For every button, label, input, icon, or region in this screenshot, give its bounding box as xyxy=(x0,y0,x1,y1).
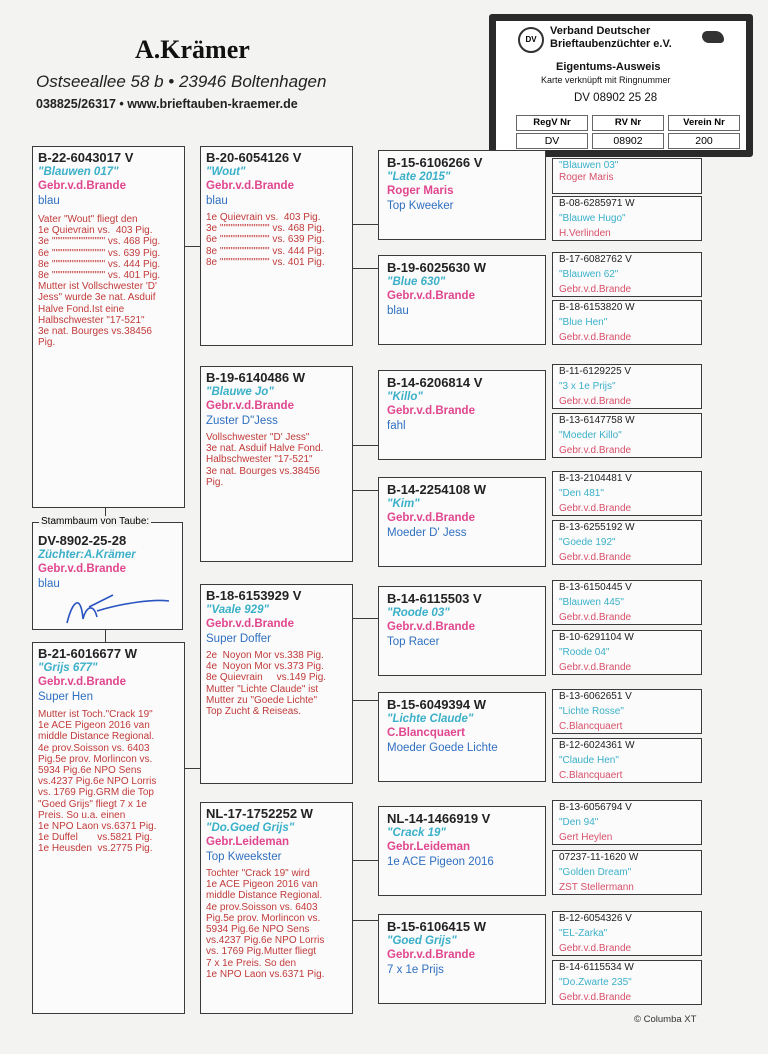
pigeon-breeder: Gebr.v.d.Brande xyxy=(206,180,294,192)
ggp-card-7 xyxy=(378,806,546,896)
pigeon-ring: B-12-6054326 V xyxy=(559,913,632,924)
card-col2-header: RV Nr xyxy=(592,115,664,131)
ggp-card-2 xyxy=(378,255,546,345)
connector xyxy=(352,224,378,225)
pigeon-ring: B-14-6206814 V xyxy=(387,375,483,390)
pigeon-ring: B-13-6150445 V xyxy=(559,582,632,593)
pigeon-color: Super Hen xyxy=(38,691,93,703)
pigeon-name: "Roode 03" xyxy=(387,607,450,619)
card-col2-value: 08902 xyxy=(592,133,664,149)
pigeon-breeder: C.Blancquaert xyxy=(559,721,623,732)
card-col3-header: Verein Nr xyxy=(668,115,740,131)
pigeon-breeder: Gebr.v.d.Brande xyxy=(387,621,475,633)
pigeon-info: 2e Noyon Mor vs.338 Pig. 4e Noyon Mor vs.373 Pig. 8e Quievrain vs.149 Pig. Mutter "Lichte Claude" ist Mutter zu "Goede Lichte" Top Zucht & Reiseas. xyxy=(206,650,327,718)
breeder-address: Ostseeallee 58 b • 23946 Boltenhagen xyxy=(36,72,327,91)
pigeon-name: "Blauwen 62" xyxy=(559,269,619,280)
pigeon-breeder: Gebr.v.d.Brande xyxy=(559,396,632,407)
gggp-card-14 xyxy=(552,850,702,895)
pigeon-logo xyxy=(702,31,724,43)
mother-card xyxy=(32,642,185,1014)
pigeon-ring: B-14-6115503 V xyxy=(387,591,482,606)
pigeon-breeder: Gebr.v.d.Brande xyxy=(206,618,294,630)
card-col1-value: DV xyxy=(516,133,588,149)
org-line2: Brieftaubenzüchter e.V. xyxy=(550,38,672,50)
connector xyxy=(352,268,378,269)
pigeon-breeder: Gebr.v.d.Brande xyxy=(559,552,632,563)
pigeon-ring: B-17-6082762 V xyxy=(559,254,632,265)
pigeon-breeder: Gebr.v.d.Brande xyxy=(559,445,632,456)
pigeon-breeder: Gebr.v.d.Brande xyxy=(559,992,632,1003)
ggp-card-6 xyxy=(378,692,546,782)
pigeon-name: "Kim" xyxy=(387,498,420,510)
pigeon-breeder: C.Blancquaert xyxy=(387,727,465,739)
subject-card xyxy=(32,516,183,630)
gggp-card-16 xyxy=(552,960,702,1005)
father-card xyxy=(32,146,185,508)
pigeon-ring: B-15-6106415 W xyxy=(387,919,486,934)
pigeon-name: "Goed Grijs" xyxy=(387,935,457,947)
pigeon-color: Super Doffer xyxy=(206,633,271,645)
pigeon-ring: B-15-6106266 V xyxy=(387,155,483,170)
pigeon-name: "Do.Goed Grijs" xyxy=(206,822,295,834)
pigeon-name: "Late 2015" xyxy=(387,171,451,183)
pigeon-breeder: Gebr.v.d.Brande xyxy=(387,290,475,302)
pigeon-name: "Den 481" xyxy=(559,488,604,499)
subject-breeder-label: Züchter:A.Krämer xyxy=(38,549,136,561)
gggp-card-10 xyxy=(552,630,702,675)
pigeon-breeder: ZST Stellermann xyxy=(559,882,634,893)
pigeon-ring: B-19-6140486 W xyxy=(206,370,305,385)
pigeon-color: blau xyxy=(387,305,409,317)
pigeon-color: 1e ACE Pigeon 2016 xyxy=(387,856,494,868)
pigeon-ring: B-13-6255192 W xyxy=(559,522,635,533)
pigeon-color: Top Racer xyxy=(387,636,440,648)
connector xyxy=(352,618,378,619)
pigeon-ring: NL-14-1466919 V xyxy=(387,811,491,826)
gggp-card-5 xyxy=(552,364,702,409)
pigeon-name: "Wout" xyxy=(206,166,246,178)
ggp-card-4 xyxy=(378,477,546,567)
pigeon-name: "Blauwe Hugo" xyxy=(559,213,626,224)
pigeon-ring: B-12-6024361 W xyxy=(559,740,635,751)
pigeon-breeder: Gebr.v.d.Brande xyxy=(387,512,475,524)
pigeon-name: "EL-Zarka" xyxy=(559,928,608,939)
pigeon-name: "Vaale 929" xyxy=(206,604,269,616)
gggp-card-9 xyxy=(552,580,702,625)
ggp-card-3 xyxy=(378,370,546,460)
subject-breeder: Gebr.v.d.Brande xyxy=(38,563,126,575)
pigeon-ring: B-13-6056794 V xyxy=(559,802,632,813)
pigeon-name: "Roode 04" xyxy=(559,647,610,658)
pigeon-ring: B-08-6285971 W xyxy=(559,198,635,209)
pigeon-ring: B-13-6062651 V xyxy=(559,691,632,702)
ggp-card-8 xyxy=(378,914,546,1004)
subject-ring: DV-8902-25-28 xyxy=(38,533,127,548)
connector xyxy=(352,490,378,491)
pigeon-color: Moeder D' Jess xyxy=(387,527,467,539)
pigeon-breeder: Gebr.v.d.Brande xyxy=(38,180,126,192)
pigeon-name: "Crack 19" xyxy=(387,827,446,839)
pigeon-ring: 07237-11-1620 W xyxy=(559,852,639,863)
pigeon-breeder: Gebr.v.d.Brande xyxy=(559,284,632,295)
pigeon-info: Tochter "Crack 19" wird 1e ACE Pigeon 2016 van middle Distance Regional. 4e prov.Soisson vs. 6403 Pig.5e prov. Morlincon vs. 5934 Pig.6e NPO Sens vs.4237 Pig.6e NPO Lorris vs. 1769 Pig.Mutter fliegt 7 x 1e Preis. So den 1e NPO Laon vs.6371 Pig. xyxy=(206,868,325,980)
pigeon-name: "Golden Dream" xyxy=(559,867,632,878)
pigeon-ring: B-15-6049394 W xyxy=(387,697,486,712)
pigeon-breeder: Gebr.v.d.Brande xyxy=(206,400,294,412)
pigeon-name: "3 x 1e Prijs" xyxy=(559,381,616,392)
pigeon-ring: B-10-6291104 W xyxy=(559,632,634,643)
subject-color: blau xyxy=(38,578,60,590)
pigeon-breeder: Gebr.v.d.Brande xyxy=(559,332,632,343)
pigeon-ring: NL-17-1752252 W xyxy=(206,806,313,821)
pigeon-name: "Blauwen 03" xyxy=(559,160,619,171)
pigeon-breeder: Gebr.v.d.Brande xyxy=(559,503,632,514)
pigeon-name: "Grijs 677" xyxy=(38,662,98,674)
gggp-card-3 xyxy=(552,252,702,297)
connector xyxy=(184,246,200,247)
breeder-contact: 038825/26317 • www.brieftauben-kraemer.de xyxy=(36,97,298,111)
pigeon-ring: B-18-6153929 V xyxy=(206,588,302,603)
pigeon-breeder: Gebr.v.d.Brande xyxy=(559,612,632,623)
gggp-card-4 xyxy=(552,300,702,345)
signature-icon xyxy=(53,589,173,629)
ggp-card-5 xyxy=(378,586,546,676)
pigeon-breeder: Gebr.Leideman xyxy=(206,836,290,848)
pigeon-breeder: Roger Maris xyxy=(559,172,614,183)
gggp-card-8 xyxy=(552,520,702,565)
pigeon-ring: B-22-6043017 V xyxy=(38,150,134,165)
gggp-card-12 xyxy=(552,738,702,783)
gggp-card-15 xyxy=(552,911,702,956)
gggp-card-1 xyxy=(552,158,702,194)
pigeon-name: "Lichte Rosse" xyxy=(559,706,624,717)
ggp-card-1 xyxy=(378,150,546,240)
pigeon-ring: B-14-2254108 W xyxy=(387,482,486,497)
pigeon-name: "Blue Hen" xyxy=(559,317,608,328)
card-title: Eigentums-Ausweis xyxy=(556,61,661,73)
pigeon-info: Vater "Wout" fliegt den 1e Quievrain vs. 403 Pig. 3e """"""""""""""" vs. 468 Pig. 6e """"""""""""""" vs. 639 Pig. 8e """"""""""""""" vs. 444 Pig. 8e """"""""""""""" vs. 401 Pig. Mutter ist Vollschwester 'D' Jess" wurde 3e nat. Asduif Halve Fond.Ist eine Halbschwester "17-521" 3e nat. Bourges vs.38456 Pig. xyxy=(38,214,161,349)
pigeon-breeder: Gebr.v.d.Brande xyxy=(387,949,475,961)
grandparent-card-2 xyxy=(200,366,353,562)
pigeon-ring: B-18-6153820 W xyxy=(559,302,635,313)
pigeon-color: Top Kweekster xyxy=(206,851,282,863)
pigeon-breeder: Gebr.v.d.Brande xyxy=(387,405,475,417)
pigeon-breeder: Roger Maris xyxy=(387,185,454,197)
connector xyxy=(184,768,200,769)
pigeon-ring: B-11-6129225 V xyxy=(559,366,632,377)
connector xyxy=(352,700,378,701)
card-ring: DV 08902 25 28 xyxy=(574,92,658,104)
ownership-card xyxy=(489,14,753,157)
pigeon-breeder: Gebr.v.d.Brande xyxy=(38,676,126,688)
gggp-card-13 xyxy=(552,800,702,845)
pigeon-color: Top Kweeker xyxy=(387,200,454,212)
gggp-card-7 xyxy=(552,471,702,516)
card-subtitle: Karte verknüpft mit Ringnummer xyxy=(541,75,671,85)
pigeon-name: "Do.Zwarte 235" xyxy=(559,977,632,988)
pigeon-color: 7 x 1e Prijs xyxy=(387,964,444,976)
pigeon-name: "Claude Hen" xyxy=(559,755,619,766)
breeder-name: A.Krämer xyxy=(135,35,250,64)
grandparent-card-1 xyxy=(200,146,353,346)
card-col3-value: 200 xyxy=(668,133,740,149)
pigeon-breeder: Gebr.Leideman xyxy=(387,841,471,853)
vdb-logo: DV xyxy=(518,27,544,53)
pigeon-info: 1e Quievrain vs. 403 Pig. 3e """""""""""""" vs. 468 Pig. 6e """""""""""""" vs. 639 Pig. 8e """""""""""""" vs. 444 Pig. 8e """""""""""""" vs. 401 Pig. xyxy=(206,212,325,268)
pigeon-name: "Killo" xyxy=(387,391,423,403)
pigeon-color: Moeder Goede Lichte xyxy=(387,742,498,754)
org-line1: Verband Deutscher xyxy=(550,25,651,37)
pigeon-breeder: C.Blancquaert xyxy=(559,770,623,781)
gggp-card-2 xyxy=(552,196,702,241)
pigeon-ring: B-19-6025630 W xyxy=(387,260,486,275)
pigeon-color: Zuster D"Jess xyxy=(206,415,278,427)
pigeon-breeder: Gebr.v.d.Brande xyxy=(559,943,632,954)
pigeon-info: Mutter ist Toch."Crack 19" 1e ACE Pigeon 2016 van middle Distance Regional. 4e prov.Soisson vs. 6403 Pig.5e prov. Morlincon vs. 5934 Pig.6e NPO Sens vs.4237 Pig.6e NPO Lorris vs. 1769 Pig.GRM die Top "Goed Grijs" fliegt 7 x 1e Preis. So u.a. einen 1e NPO Laon vs.6371 Pig. 1e Duffel vs.5821 Pig. 1e Heusden vs.2775 Pig. xyxy=(38,709,157,855)
connector xyxy=(352,920,378,921)
subject-label: Stammbaum von Taube: xyxy=(41,516,150,527)
pigeon-color: fahl xyxy=(387,420,406,432)
pigeon-ring: B-20-6054126 V xyxy=(206,150,302,165)
pigeon-name: "Blauwe Jo" xyxy=(206,386,274,398)
grandparent-card-3 xyxy=(200,584,353,784)
pigeon-color: blau xyxy=(38,195,60,207)
pigeon-ring: B-14-6115534 W xyxy=(559,962,634,973)
pigeon-name: "Lichte Claude" xyxy=(387,713,474,725)
pigeon-name: "Blauwen 445" xyxy=(559,597,624,608)
pigeon-name: "Den 94" xyxy=(559,817,599,828)
pigeon-breeder: Gebr.v.d.Brande xyxy=(559,662,632,673)
pigeon-breeder: H.Verlinden xyxy=(559,228,611,239)
pigeon-color: blau xyxy=(206,195,228,207)
pigeon-name: "Moeder Killo" xyxy=(559,430,622,441)
card-col1-header: RegV Nr xyxy=(516,115,588,131)
gggp-card-11 xyxy=(552,689,702,734)
grandparent-card-4 xyxy=(200,802,353,1014)
pigeon-name: "Goede 192" xyxy=(559,537,616,548)
pigeon-name: "Blue 630" xyxy=(387,276,446,288)
pigeon-ring: B-13-6147758 W xyxy=(559,415,635,426)
connector xyxy=(352,860,378,861)
gggp-card-6 xyxy=(552,413,702,458)
pigeon-ring: B-21-6016677 W xyxy=(38,646,137,661)
pigeon-ring: B-13-2104481 V xyxy=(559,473,632,484)
pigeon-name: "Blauwen 017" xyxy=(38,166,119,178)
pigeon-info: Vollschwester "D' Jess" 3e nat. Asduif Halve Fond. Halbschwester "17-521" 3e nat. Bourges vs.38456 Pig. xyxy=(206,432,324,488)
footer-copyright: © Columba XT xyxy=(634,1014,697,1025)
pigeon-breeder: Gert Heylen xyxy=(559,832,613,843)
connector xyxy=(352,445,378,446)
